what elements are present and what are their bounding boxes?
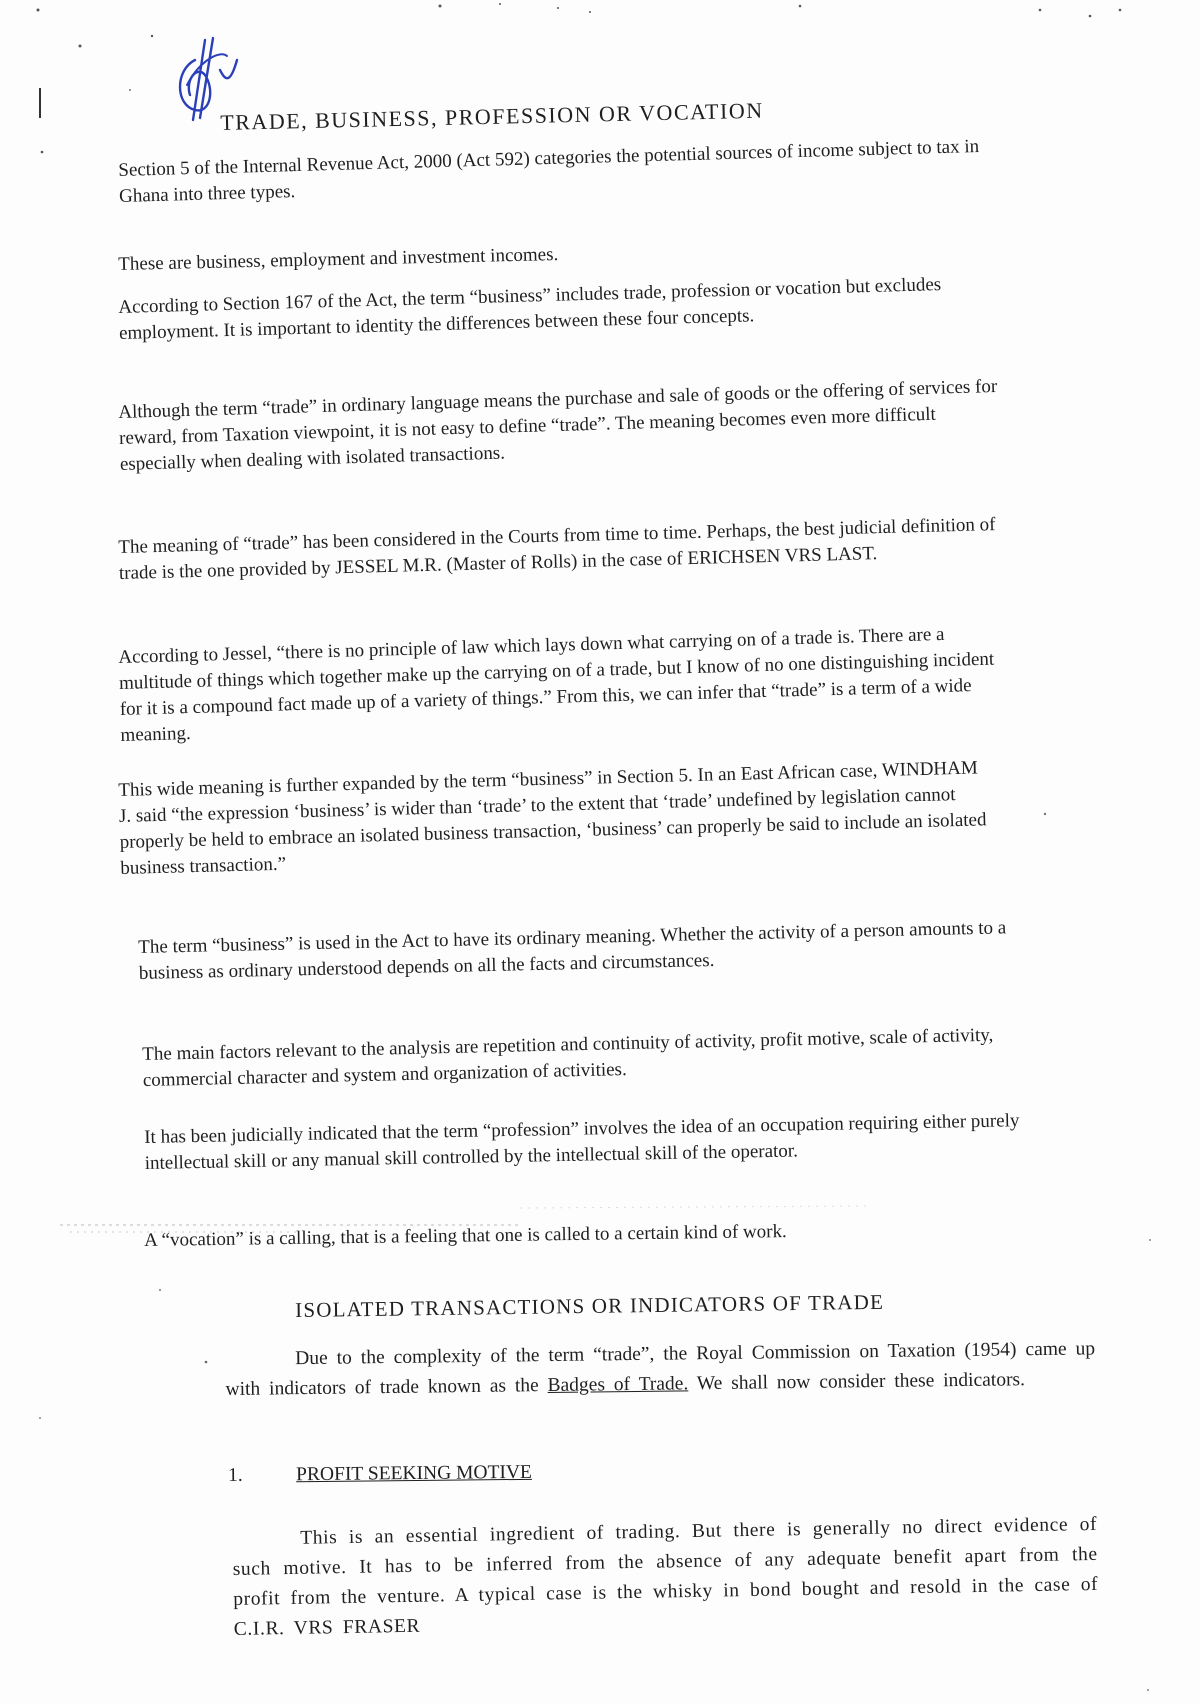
paragraph-section-167: According to Section 167 of the Act, the term “business” includes trade, profession or vocation but excludes employment. It is important to identity the differences between these four concepts. xyxy=(118,274,942,344)
badges-of-trade-term: Badges of Trade. xyxy=(547,1373,689,1397)
badges-intro-text: Due to the complexity of the term “trade”, the Royal Commission on Taxation (1954) came up with indicators of trade known as the xyxy=(225,1338,1096,1400)
paragraph-business-meaning: The term “business” is used in the Act to have its ordinary meaning. Whether the activity of a person amounts to a business as ordinary understood depends on all the facts and circumstances. xyxy=(138,917,1007,984)
section-heading: ISOLATED TRANSACTIONS OR INDICATORS OF TRADE xyxy=(295,1289,885,1322)
paragraph-profession: It has been judicially indicated that the term “profession” involves the idea of an occupation requiring either purely intellectual skill or any manual skill controlled by the intellectual skill of the operator. xyxy=(144,1110,1020,1174)
item-number: 1. xyxy=(228,1464,243,1486)
paragraph-jessel-quote: According to Jessel, “there is no principle of law which lays down what carrying on of a trade is. There are a multitude of things which together make up the carrying on of a trade, but I know of no one distinguishing incident for it is a compound fact made up of a variety of things.” From this, we can infer that “trade” is a term of a wide meaning. xyxy=(118,623,995,746)
numbered-heading xyxy=(228,1462,532,1487)
paragraph-trade-meaning: Although the term “trade” in ordinary language means the purchase and sale of goods or the offering of services for reward, from Taxation viewpoint, it is not easy to define “trade”. The meaning becomes even more difficult especially when dealing with isolated transactions. xyxy=(118,375,998,475)
badges-outro-text: We shall now consider these indicators. xyxy=(688,1369,1026,1395)
paragraph-main-factors: The main factors relevant to the analysis are repetition and continuity of activity, profit motive, scale of activity, commercial character and system and organization of activities. xyxy=(142,1024,994,1091)
document-title: TRADE, BUSINESS, PROFESSION OR VOCATION xyxy=(220,97,764,135)
paragraph-judicial-definition: The meaning of “trade” has been considered in the Courts from time to time. Perhaps, the best judicial definition of trade is the one provided by JESSEL M.R. (Master of Rolls) in the case of ERICHSEN VRS LAST. xyxy=(118,514,996,584)
item-title: PROFIT SEEKING MOTIVE xyxy=(295,1461,533,1486)
paragraph-income-types: These are business, employment and investment incomes. xyxy=(118,244,559,275)
paragraph-profit-motive: This is an essential ingredient of trading. But there is generally no direct evidence of such motive. It has to be inferred from the absence of any adequate benefit apart from the profit from the venture. A typical case is the whisky in bond bought and resold in the case of C.I.R. VRS FRASER xyxy=(232,1513,1099,1640)
paragraph-windham-quote: This wide meaning is further expanded by the term “business” in Section 5. In an East African case, WINDHAM J. said “the expression ‘business’ is wider than ‘trade’ to the extent that ‘trade’ undefined by legislation cannot properly be held to embrace an isolated business transaction, ‘business’ can properly be said to include an isolated business transaction.” xyxy=(118,757,987,879)
paragraph-sources-of-income: Section 5 of the Internal Revenue Act, 2000 (Act 592) categories the potential sources of income subject to tax in Ghana into three types. xyxy=(118,135,980,207)
paragraph-vocation: A “vocation” is a calling, that is a feeling that one is called to a certain kind of work. xyxy=(144,1221,787,1251)
paragraph-badges-of-trade xyxy=(225,1334,1096,1405)
